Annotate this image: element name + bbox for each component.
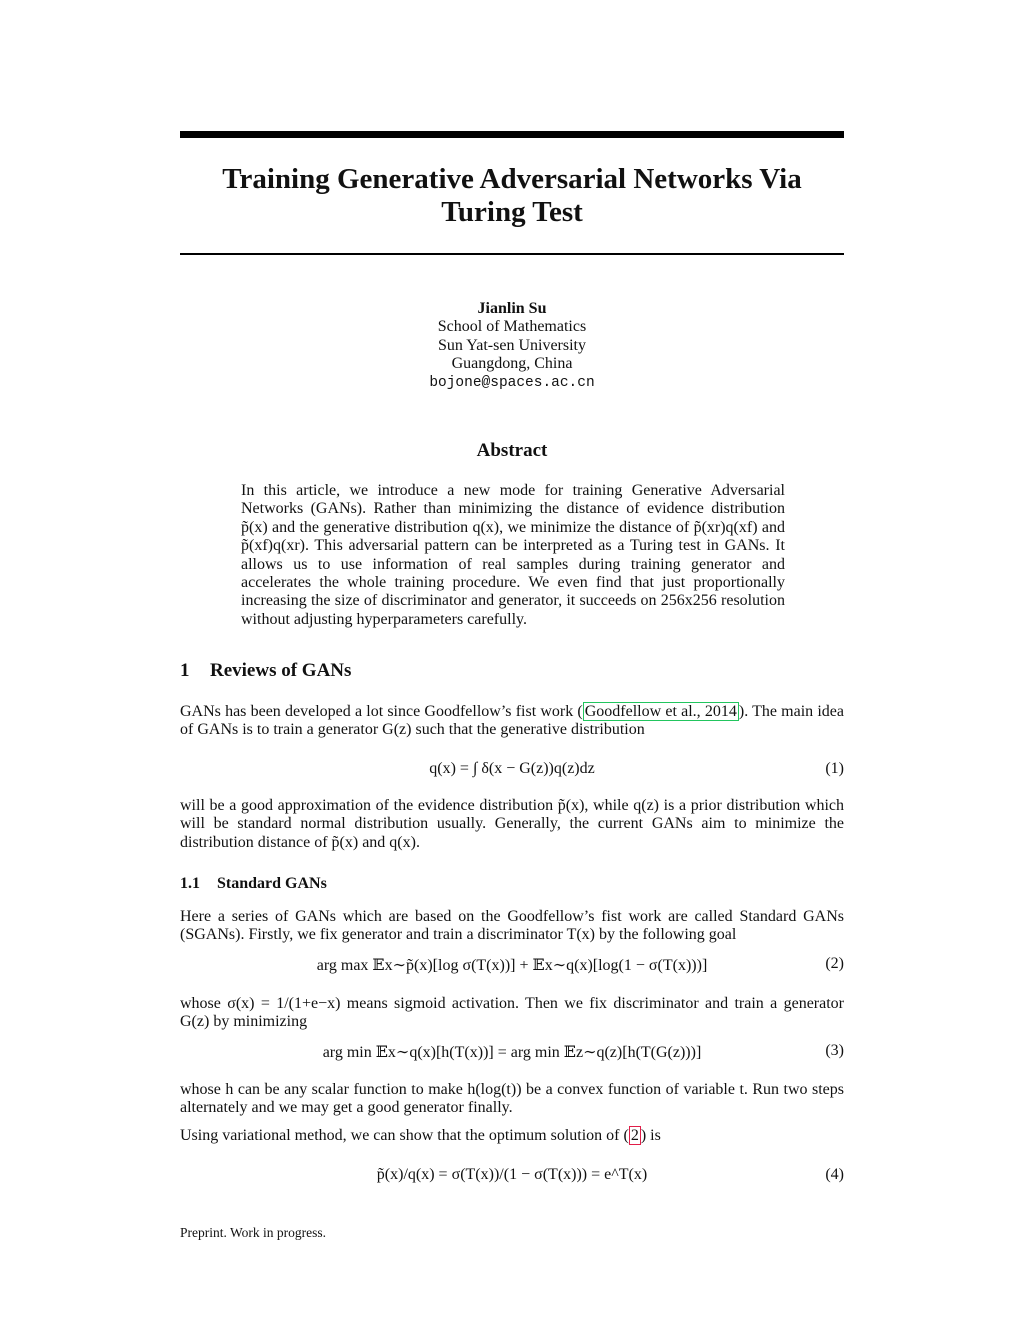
section-1-paragraph-2: will be a good approximation of the evidence distribution p̃(x), while q(z) is a prior distribution which will be standard normal distribution usually. Generally, the current GANs aim to minimize the distribution distance of p̃(x) and q(x). (180, 797, 844, 851)
subsection-1-1-heading (180, 875, 327, 893)
author-block (180, 300, 844, 392)
equation-ref-2[interactable]: 2 (630, 1127, 639, 1144)
abstract-text: In this article, we introduce a new mode for training Generative Adversarial Networks (GANs). Rather than minimizing the distance of evidence distribution p̃(x) and the generative distribution q(x), we minimize the distance of p̃(xr)q(xf) and p̃(xf)q(xr). This adversarial pattern can be interpreted as a Turing test in GANs. It allows us to use information of real samples during training generator and accelerates the whole training procedure. We even find that just proportionally increasing the size of discriminator and generator, it succeeds on 256x256 resolution without adjusting hyperparameters carefully. (241, 482, 785, 628)
equation-2-tag: (2) (825, 955, 844, 972)
section-1-p1-text-a: GANs has been developed a lot since Goodfellow’s fist work ( (180, 703, 583, 720)
equation-2-body: arg max 𝔼x∼p̃(x)[log σ(T(x))] + 𝔼x∼q(x)[log(1 − σ(T(x)))] (316, 957, 708, 974)
section-1-heading (180, 660, 351, 682)
subsection-1-1-paragraph-1: Here a series of GANs which are based on the Goodfellow’s fist work are called Standard GANs (SGANs). Firstly, we fix generator and train a discriminator T(x) by the following goal (180, 908, 844, 944)
title-line-2: Turing Test (441, 196, 583, 228)
equation-4-tag: (4) (825, 1166, 844, 1183)
author-name: Jianlin Su (477, 300, 547, 317)
author-affiliation-3: Guangdong, China (451, 355, 573, 373)
author-affiliation-1: School of Mathematics (437, 318, 587, 336)
author-email[interactable]: bojone@spaces.ac.cn (429, 374, 595, 391)
subsection-1-1-number: 1.1 (180, 875, 200, 892)
equation-1-body: q(x) = ∫ δ(x − G(z))q(z)dz (429, 760, 595, 777)
abstract-heading: Abstract (476, 440, 548, 461)
section-1-paragraph-1 (180, 703, 844, 740)
equation-2 (180, 955, 844, 985)
title-line-1: Training Generative Adversarial Networks Via (222, 163, 802, 195)
section-1-number: 1 (180, 660, 190, 681)
equation-3-body: arg min 𝔼x∼q(x)[h(T(x))] = arg min 𝔼z∼q(z)[h(T(G(z)))] (322, 1044, 702, 1061)
equation-4 (180, 1166, 844, 1196)
author-affiliation-2: Sun Yat-sen University (437, 336, 586, 354)
subsection-1-1-p4-text-b: ) is (640, 1127, 661, 1144)
section-1-p1-text-b: ). The main idea of GANs is to train a generator G(z) such that the generative distribution (180, 703, 844, 739)
subsection-1-1-paragraph-4 (180, 1127, 844, 1145)
title-bottom-rule (180, 253, 844, 255)
subsection-1-1-p4-text-a: Using variational method, we can show that the optimum solution of ( (180, 1127, 629, 1144)
subsection-1-1-paragraph-2: whose σ(x) = 1/(1+e−x) means sigmoid activation. Then we fix discriminator and train a generator G(z) by minimizing (180, 995, 844, 1031)
subsection-1-1-paragraph-3: whose h can be any scalar function to make h(log(t)) be a convex function of variable t. Run two steps alternately and we may get a good generator finally. (180, 1081, 844, 1117)
paper-title (180, 163, 844, 229)
title-top-rule (180, 131, 844, 138)
equation-1-tag: (1) (825, 760, 844, 777)
equation-3-tag: (3) (825, 1042, 844, 1059)
equation-1 (180, 760, 844, 790)
equation-3 (180, 1042, 844, 1072)
equation-4-body: p̃(x)/q(x) = σ(T(x))/(1 − σ(T(x))) = e^T(x) (376, 1166, 648, 1183)
section-1-title: Reviews of GANs (210, 660, 352, 681)
subsection-1-1-title: Standard GANs (217, 875, 327, 892)
footer-preprint-note: Preprint. Work in progress. (180, 1225, 327, 1240)
citation-goodfellow-2014[interactable]: Goodfellow et al., 2014 (584, 703, 737, 720)
